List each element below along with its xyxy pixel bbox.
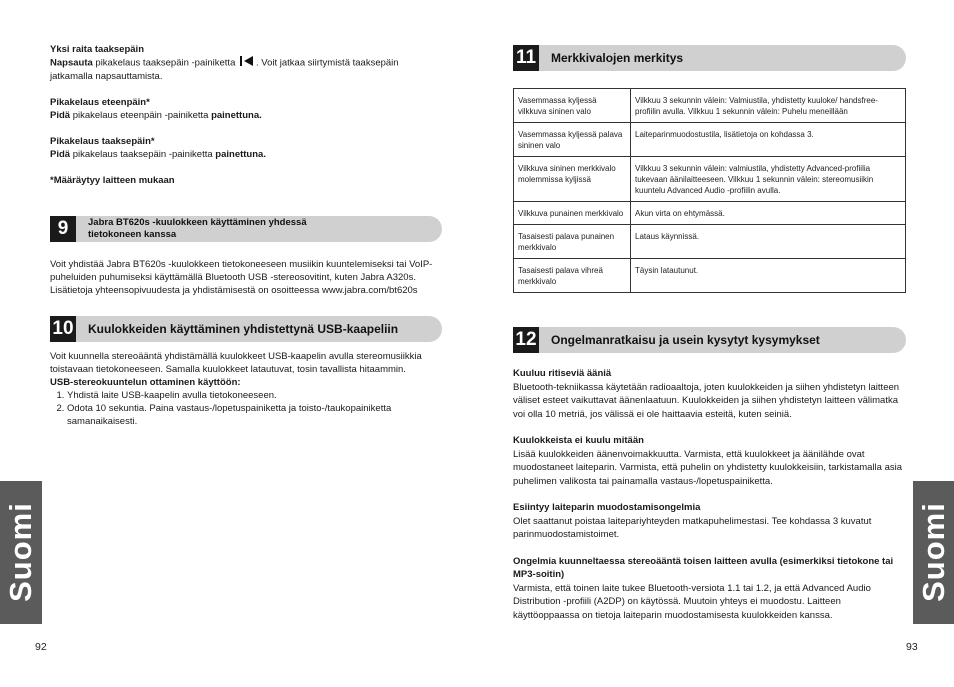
table-row <box>514 157 906 202</box>
faq-item <box>513 434 906 488</box>
section-9-title-line1: Jabra BT620s -kuulokkeen käyttäminen yhdessä <box>88 217 307 228</box>
section-9-header <box>50 216 442 242</box>
section-9-title <box>88 217 307 241</box>
section-9-body: Voit yhdistää Jabra BT620s -kuulokkeen tietokoneeseen musiikin kuuntelemiseksi tai VoIP-puheluiden puhumiseksi käyttämällä Bluetooth USB -stereosovitint, kuten Jabra A320s. Lisätietoja yhteensopivuudesta ja yhdistämisestä on osoitteessa www.jabra.com/bt620s <box>50 259 433 296</box>
section-12-header <box>513 327 906 353</box>
skip-back-block <box>50 43 442 83</box>
previous-track-icon <box>240 56 254 70</box>
faq-answer: Bluetooth-tekniikassa käytetään radioaaltoja, joten kuulokkeiden ja siihen yhdistetyn laitteen väliset esteet vaikuttavat äänenlaatuun. Kuulokkeiden ja siihen yhdistetyn laitteen välimatka voi olla 10 metriä, jos välissä ei ole haittaavia esteitä, kuten seiniä. <box>513 381 900 420</box>
side-tab-right-label: Suomi <box>916 502 951 602</box>
side-tab-left <box>0 481 42 624</box>
led-meaning-cell: Akun virta on ehtymässä. <box>631 202 906 225</box>
fast-forward-desc: pikakelaus eteenpäin -painiketta <box>70 110 212 121</box>
section-10-header <box>50 316 442 342</box>
section-11-header <box>513 45 906 71</box>
rewind-heading: Pikakelaus taaksepäin* <box>50 136 155 147</box>
skip-back-action: Napsauta <box>50 57 93 69</box>
led-light-cell: Tasaisesti palava vihreä merkkivalo <box>514 259 631 293</box>
step-item: 2. Odota 10 sekuntia. Paina vastaus-/lopetuspainiketta ja toisto-/taukopainiketta samanaikaisesti. <box>67 402 442 428</box>
section-9-number: 9 <box>50 216 76 242</box>
page-number-right: 93 <box>906 641 918 653</box>
led-meaning-cell: Laiteparinmuodostustila, lisätietoja on kohdassa 3. <box>631 123 906 157</box>
fast-forward-heading: Pikakelaus eteenpäin* <box>50 97 150 108</box>
table-row <box>514 202 906 225</box>
section-12-title: Ongelmanratkaisu ja usein kysytyt kysymykset <box>551 333 820 347</box>
step-item: 1. Yhdistä laite USB-kaapelin avulla tietokoneeseen. <box>67 389 442 402</box>
led-meaning-cell: Vilkkuu 3 sekunnin välein: valmiustila, yhdistetty Advanced-profiilia tukevaan äänilaitteeseen. Vilkkuu 1 sekunnin välein: stereomusiikin kuuntelu Advanced Audio -profiilin avulla. <box>631 157 906 202</box>
fast-forward-emph: painettuna. <box>211 110 262 121</box>
faq-question: Ongelmia kuunneltaessa stereoääntä toisen laitteen avulla (esimerkiksi tietokone tai MP3-soitin) <box>513 555 894 580</box>
rewind-block <box>50 135 442 161</box>
section-11-number: 11 <box>513 45 539 71</box>
faq-item <box>513 501 906 542</box>
faq-question: Kuulokkeista ei kuulu mitään <box>513 435 644 446</box>
table-row <box>514 89 906 123</box>
faq-answer: Olet saattanut poistaa laitepariyhteyden matkapuhelimestasi. Tee kohdassa 3 kuvatut parinmuodostamistoimet. <box>513 515 872 540</box>
section-10-steps <box>50 389 442 428</box>
faq-item <box>513 555 906 623</box>
faq-answer: Lisää kuulokkeiden äänenvoimakkuutta. Varmista, että kuulokkeet ja äänilähde ovat muodostaneet laiteparin. Varmista, että puhelin on yhdistetty kuulokkeisiin, tarkistamalla asia puhelimen valikosta tai painamalla vastaus-/lopetuspainiketta. <box>513 448 902 487</box>
skip-back-text-b: . Voit jatkaa siirtymistä taaksepäin jatkamalla napsauttamista. <box>50 57 399 82</box>
faq-question: Esiintyy laiteparin muodostamisongelmia <box>513 502 701 513</box>
section-12-number: 12 <box>513 327 539 353</box>
left-page <box>50 43 442 187</box>
section-11-title: Merkkivalojen merkitys <box>551 51 684 65</box>
led-light-cell: Vasemmassa kyljessä palava sininen valo <box>514 123 631 157</box>
faq-item <box>513 367 906 421</box>
faq-list <box>513 367 906 622</box>
led-light-cell: Vasemmassa kyljessä vilkkuva sininen valo <box>514 89 631 123</box>
led-table <box>513 88 906 293</box>
rewind-emph: painettuna. <box>215 149 266 160</box>
table-row <box>514 225 906 259</box>
faq-answer: Varmista, että toinen laite tukee Bluetooth-versiota 1.1 tai 1.2, ja että Advanced Audio Distribution -profiili (A2DP) on käytössä. Muutoin yhteys ei muodostu. Laitteen käyttöoppaassa on tietoja laiteparin muodostamisesta kuulokkeiden kanssa. <box>513 582 871 621</box>
skip-back-text-a: pikakelaus taaksepäin -painiketta <box>92 57 238 69</box>
led-light-cell: Vilkkuva sininen merkkivalo molemmissa kyljissä <box>514 157 631 202</box>
fast-forward-block <box>50 96 442 122</box>
section-10-subheading: USB-stereokuuntelun ottaminen käyttöön: <box>50 377 241 388</box>
led-light-cell: Tasaisesti palava punainen merkkivalo <box>514 225 631 259</box>
led-meaning-cell: Vilkkuu 3 sekunnin välein: Valmiustila, yhdistetty kuuloke/ handsfree-profiilin avulla. Vilkkuu 1 sekunnin välein: Puhelu meneillään <box>631 89 906 123</box>
rewind-desc: pikakelaus taaksepäin -painiketta <box>70 149 216 160</box>
footnote: *Määräytyy laitteen mukaan <box>50 175 175 186</box>
section-10-number: 10 <box>50 316 76 342</box>
section-10-title: Kuulokkeiden käyttäminen yhdistettynä USB-kaapeliin <box>88 322 399 336</box>
section-9-title-line2: tietokoneen kanssa <box>88 229 177 240</box>
fast-forward-action: Pidä <box>50 110 71 121</box>
side-tab-left-label: Suomi <box>3 502 38 602</box>
section-10-body: Voit kuunnella stereoääntä yhdistämällä kuulokkeet USB-kaapelin avulla stereomusiikkia toistavaan tietokoneeseen. Samalla kuulokkeet latautuvat, tosin tavallista hitaammin. <box>50 351 422 375</box>
section-10-content <box>50 350 442 428</box>
skip-back-text <box>50 56 442 83</box>
fast-forward-text <box>50 109 442 122</box>
rewind-action: Pidä <box>50 149 71 160</box>
rewind-text <box>50 148 442 161</box>
page-number-left: 92 <box>35 641 47 653</box>
skip-back-heading: Yksi raita taaksepäin <box>50 44 144 55</box>
table-row <box>514 259 906 293</box>
led-meaning-cell: Täysin latautunut. <box>631 259 906 293</box>
led-light-cell: Vilkkuva punainen merkkivalo <box>514 202 631 225</box>
faq-question: Kuuluu ritiseviä ääniä <box>513 368 612 379</box>
side-tab-right <box>913 481 954 624</box>
table-row <box>514 123 906 157</box>
led-meaning-cell: Lataus käynnissä. <box>631 225 906 259</box>
